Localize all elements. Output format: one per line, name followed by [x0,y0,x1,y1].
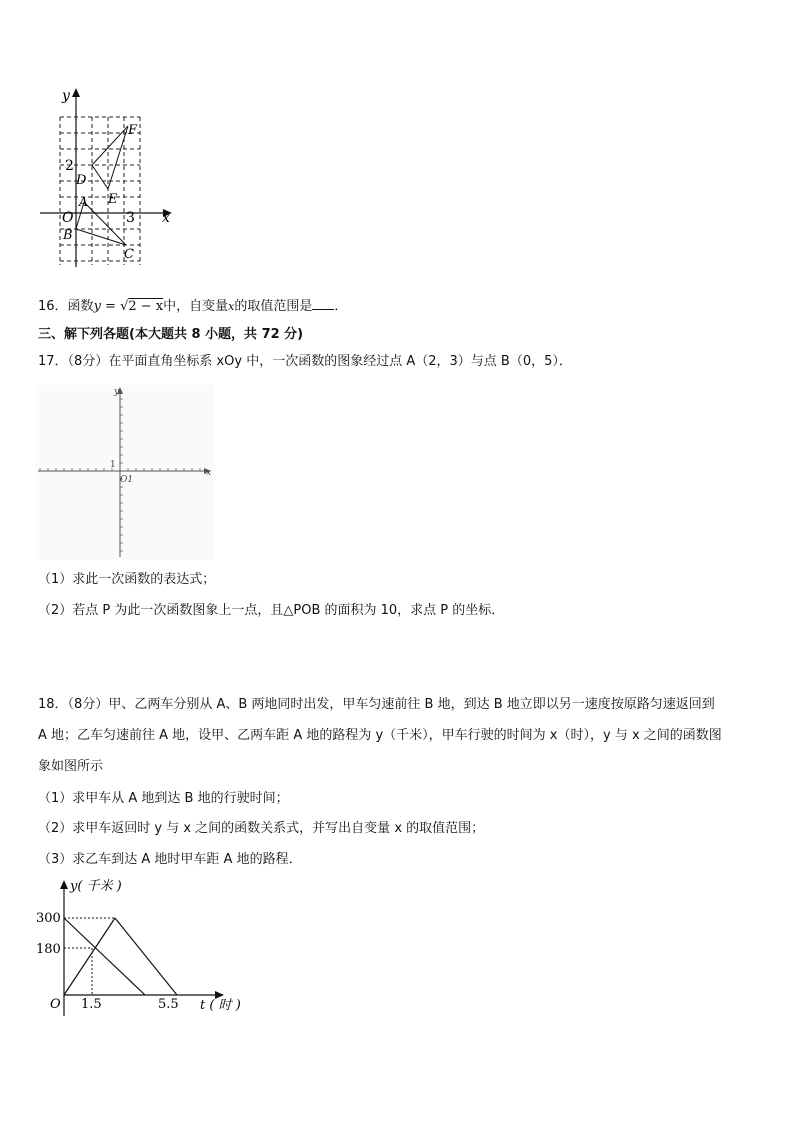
tick-5-5: 5.5 [158,997,179,1012]
q18-part3: （3）求乙车到达 A 地时甲车距 A 地的路程． [38,852,302,867]
q15-grid-figure [30,82,190,277]
tick-180: 180 [36,942,61,957]
label-x: x [162,210,170,226]
q18-line1: 18．（8分）甲、乙两车分别从 A、B 两地同时出发，甲车匀速前往 B 地，到达 B 地立即以另一速度按原路匀速返回到 [38,697,715,712]
tick-300: 300 [36,911,61,926]
y-axis-arrow [72,88,80,97]
q16-number: 16． [38,299,68,314]
origin-o: O [62,210,74,226]
label-c: C [124,247,134,262]
tick-3: 3 [126,210,135,226]
origin-o: O [50,997,61,1012]
q16-var-x: x [228,300,235,313]
q16-formula-eq: = [100,299,121,314]
q16-end: ． [334,299,348,314]
label-one: 1 [110,460,116,470]
label-f: F [128,123,138,138]
label-y-axis: y( 千米 ) [70,879,122,894]
q18-line2: A 地；乙车匀速前往 A 地，设甲、乙两车距 A 地的路程为 y（千米），甲车行驶的时间为 x（时），y 与 x 之间的函数图 [38,728,722,743]
label-a: A [79,195,88,209]
car-yi [64,918,145,995]
y-axis-arrow [60,880,68,889]
label-b: B [63,228,73,243]
q16-formula-y: y [93,299,101,314]
q17-stem: 17．（8分）在平面直角坐标系 xOy 中，一次函数的图象经过点 A（2，3）与点 B（0，5）． [38,354,572,369]
q16-text-b: 中，自变量 [163,299,229,314]
car-jia-return [115,918,177,995]
car-jia-go [64,918,115,995]
graph-lines [64,918,177,995]
q17-part1: （1）求此一次函数的表达式； [38,572,216,587]
q16-radicand: 2 − x [128,299,164,314]
question-16 [38,296,347,316]
q18-part1: （1）求甲车从 A 地到达 B 地的行驶时间； [38,791,289,806]
answer-blank [312,296,334,310]
label-y: y [62,88,70,104]
label-d: D [76,173,87,188]
label-x: x [206,468,212,478]
label-x-axis: t ( 时 ) [200,998,241,1013]
tick-1-5: 1.5 [81,997,102,1012]
tick-2: 2 [65,158,74,174]
q17-part2: （2）若点 P 为此一次函数图象上一点，且△POB 的面积为 10，求点 P 的坐标． [38,603,505,618]
q16-text-a: 函数 [67,299,94,314]
q16-text-c: 的取值范围是 [234,299,313,314]
label-origin: O1 [120,475,134,485]
q18-part2: （2）求甲车返回时 y 与 x 之间的函数关系式，并写出自变量 x 的取值范围； [38,821,485,836]
triangle-def [92,126,128,189]
q18-line3: 象如图所示 [38,759,104,774]
sqrt-icon: √ [120,299,129,314]
label-e: E [108,192,118,207]
section-3-title: 三、解下列各题(本大题共 8 小题，共 72 分) [38,327,304,342]
q18-distance-time-graph [30,876,250,1021]
label-y: y [114,387,120,397]
q17-coordinate-graph [36,385,214,560]
